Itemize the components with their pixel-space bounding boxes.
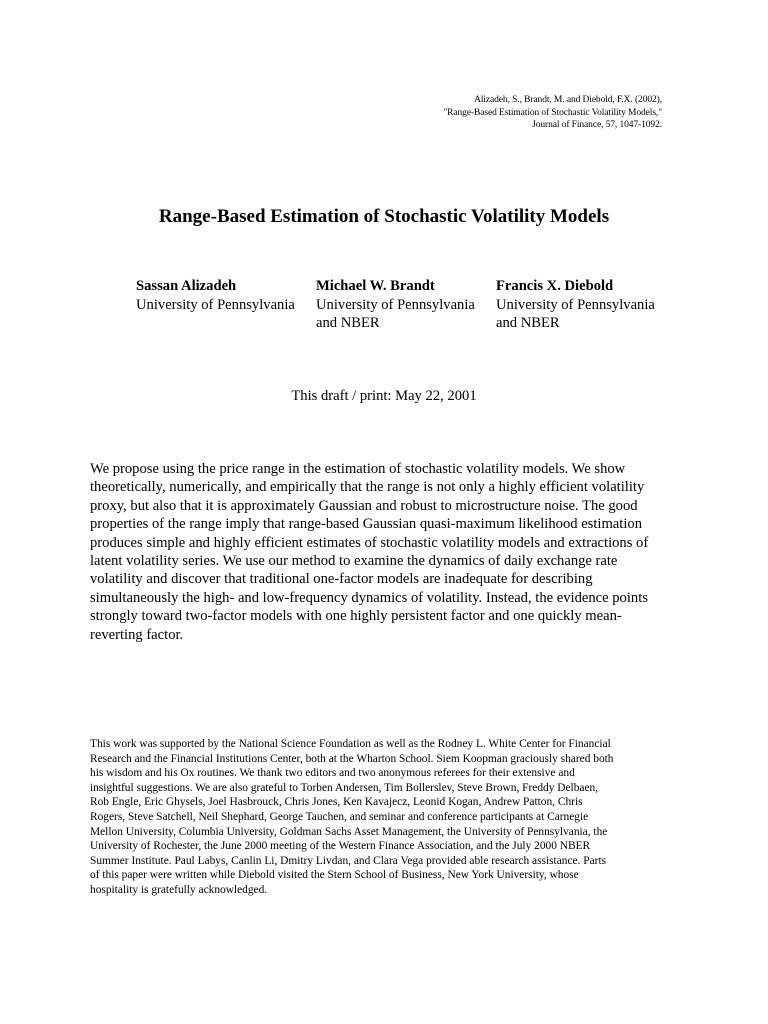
citation-line: Alizadeh, S., Brandt, M. and Diebold, F.X. (2002), <box>474 95 662 105</box>
paper-title: Range-Based Estimation of Stochastic Volatility Models <box>158 206 610 227</box>
abstract-line: volatility and discover that traditional one-factor models are inadequate for describing <box>90 571 593 588</box>
author-affiliation: and NBER <box>496 315 560 331</box>
abstract-line: reverting factor. <box>90 626 184 643</box>
footnote-line: Rob Engle, Eric Ghysels, Joel Hasbrouck, Chris Jones, Ken Kavajecz, Leonid Kogan, Andrew Patton, Chris <box>90 796 583 809</box>
author-block <box>316 277 475 333</box>
footnote-line: Mellon University, Columbia University, Goldman Sachs Asset Management, the University of Pennsylvania, the <box>90 825 608 838</box>
abstract-line: We propose using the price range in the estimation of stochastic volatility models. We show <box>90 461 626 477</box>
footnote-line: of this paper were written while Diebold visited the Stern School of Business, New York University, whose <box>90 869 579 882</box>
abstract-line: proxy, but also that it is approximately Gaussian and robust to microstructure noise. The good <box>90 497 638 514</box>
author-block <box>136 277 295 314</box>
footnote-line: his wisdom and his Ox routines. We thank two editors and two anonymous referees for their extensive and <box>90 767 575 780</box>
author-block <box>496 277 655 333</box>
abstract-line: produces simple and highly efficient estimates of stochastic volatility models and extractions of <box>90 534 649 551</box>
footnote-line: Research and the Financial Institutions Center, both at the Wharton School. Siem Koopman graciously shared both <box>90 752 614 765</box>
citation-block <box>242 94 662 132</box>
abstract-line: strongly toward two-factor models with one highly persistent factor and one quickly mean- <box>90 608 622 625</box>
author-name: Francis X. Diebold <box>496 278 614 294</box>
author-name: Sassan Alizadeh <box>136 278 237 294</box>
abstract-line: properties of the range imply that range-based Gaussian quasi-maximum likelihood estimation <box>90 516 642 533</box>
citation-line: Journal of Finance, 57, 1047-1092. <box>532 120 662 130</box>
abstract-line: simultaneously the high- and low-frequency dynamics of volatility. Instead, the evidence points <box>90 589 648 606</box>
footnote-line: University of Rochester, the June 2000 meeting of the Western Finance Association, and the July 2000 NBER <box>90 840 591 853</box>
author-affiliation: and NBER <box>316 315 380 331</box>
author-name: Michael W. Brandt <box>316 278 435 294</box>
footnote-line: This work was supported by the National Science Foundation as well as the Rodney L. White Center for Financial <box>90 738 611 750</box>
footnote-line: insightful suggestions. We are also grateful to Torben Andersen, Tim Bollerslev, Steve Brown, Freddy Delbaen, <box>90 781 599 794</box>
citation-line: "Range-Based Estimation of Stochastic Volatility Models," <box>443 107 662 118</box>
abstract-line: latent volatility series. We use our method to examine the dynamics of daily exchange rate <box>90 553 618 570</box>
author-affiliation: University of Pennsylvania <box>136 296 295 313</box>
acknowledgement-footnote <box>90 737 690 898</box>
footnote-line: Rogers, Steve Satchell, Neil Shephard, George Tauchen, and seminar and conference participants at Carnegie <box>90 810 589 823</box>
author-affiliation: University of Pennsylvania <box>316 296 475 313</box>
abstract <box>90 460 680 644</box>
author-affiliation: University of Pennsylvania <box>496 296 655 313</box>
author-list <box>136 277 696 337</box>
draft-date: This draft / print: May 22, 2001 <box>291 388 477 404</box>
abstract-line: theoretically, numerically, and empirically that the range is not only a highly efficient volatility <box>90 479 645 496</box>
footnote-line: Summer Institute. Paul Labys, Canlin Li, Dmitry Livdan, and Clara Vega provided able research assistance. Parts <box>90 854 607 867</box>
footnote-line: hospitality is gratefully acknowledged. <box>90 883 268 896</box>
